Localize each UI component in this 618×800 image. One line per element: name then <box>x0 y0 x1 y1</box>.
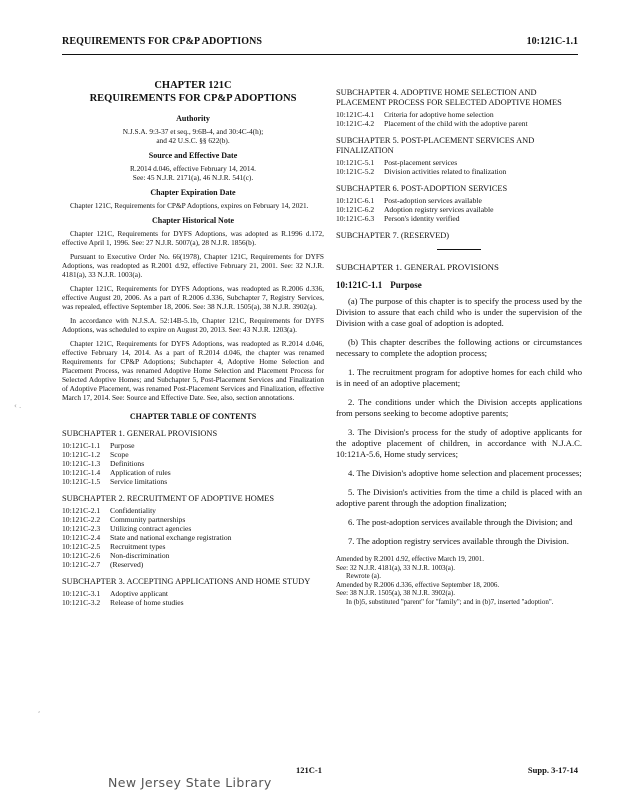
purpose-item: 4. The Division's adoptive home selection and placement processes; <box>348 468 582 478</box>
toc-entry-name: Adoptive applicant <box>110 589 168 598</box>
toc-subchapter-title: SUBCHAPTER 3. ACCEPTING APPLICATIONS AND HOME STUDY <box>62 577 311 586</box>
toc-entry-number: 10:121C-1.1 <box>62 441 101 450</box>
toc-entry <box>62 589 324 598</box>
toc-entry-name: Post-adoption services available <box>384 196 482 205</box>
toc-entry-name: Person's identity verified <box>384 214 460 223</box>
toc-entry <box>336 158 582 167</box>
left-column <box>62 72 324 607</box>
amendment-note: Amended by R.2001 d.92, effective March 19, 2001. <box>336 555 485 563</box>
toc-entry-number: 10:121C-1.4 <box>62 468 101 477</box>
toc-entry-number: 10:121C-5.2 <box>336 167 375 176</box>
toc-entry-number: 10:121C-2.7 <box>62 560 101 569</box>
page-number: 121C-1 <box>296 765 322 775</box>
toc-subchapter-title: SUBCHAPTER 6. POST-ADOPTION SERVICES <box>336 184 508 193</box>
header-section: 10:121C-1.1 <box>526 36 578 47</box>
section-number: 10:121C-1.1 <box>336 280 383 290</box>
toc-entry-number: 10:121C-5.1 <box>336 158 375 167</box>
toc-list <box>336 110 582 128</box>
toc-entry-number: 10:121C-3.1 <box>62 589 101 598</box>
toc-entry-number: 10:121C-1.3 <box>62 459 101 468</box>
header-title: REQUIREMENTS FOR CP&P ADOPTIONS <box>62 36 263 47</box>
toc-subchapter-title: SUBCHAPTER 1. GENERAL PROVISIONS <box>62 429 218 438</box>
toc-entry <box>62 598 324 607</box>
toc-entry <box>336 205 582 214</box>
amendment-note: See: 38 N.J.R. 1505(a), 38 N.J.R. 3902(a). <box>336 589 455 598</box>
toc-entry-number: 10:121C-6.2 <box>336 205 375 214</box>
divider <box>437 249 481 250</box>
chapter-number: CHAPTER 121C <box>154 80 232 91</box>
source-heading: Source and Effective Date <box>148 151 238 160</box>
toc-entry <box>62 468 324 477</box>
toc-entry <box>336 119 582 128</box>
toc-list <box>336 196 582 223</box>
toc-entry-name: Non-discrimination <box>110 551 170 560</box>
purpose-item: 2. The conditions under which the Division accepts applications from persons seeking to become adoptive parents; <box>336 397 582 418</box>
section-name: Purpose <box>390 280 422 290</box>
toc-entry-name: Placement of the child with the adoptive parent <box>384 119 528 128</box>
purpose-item: 5. The Division's activities from the time a child is placed with an adoptive parent through the adoption finalization; <box>336 487 582 508</box>
toc-list <box>62 589 324 607</box>
toc-entry-number: 10:121C-2.4 <box>62 533 101 542</box>
toc-list <box>62 441 324 486</box>
toc-entry <box>62 450 324 459</box>
history-paragraph: Chapter 121C, Requirements for DYFS Adoptions, was readopted as R.2006 d.336, effective August 20, 2006. As a part of R.2006 d.336, Subchapter 7, Registry Services, was repealed, effective September 18, 2006. See: 38 N.J.R. 1505(a), 38 N.J.R. 3902(a). <box>62 284 324 311</box>
authority-text: N.J.S.A. 9:3-37 et seq., 9:6B-4, and 30:4C-4(h); and 42 U.S.C. §§ 622(b). <box>122 127 264 145</box>
toc-entry-number: 10:121C-2.1 <box>62 506 101 515</box>
toc-entry-name: Criteria for adoptive home selection <box>384 110 494 119</box>
table-of-contents-continued <box>336 88 582 241</box>
toc-entry-number: 10:121C-2.6 <box>62 551 101 560</box>
toc-entry <box>336 167 582 176</box>
toc-entry-name: Division activities related to finalization <box>384 167 507 176</box>
toc-entry-name: Definitions <box>110 459 145 468</box>
toc-entry-number: 10:121C-3.2 <box>62 598 101 607</box>
amendment-note: Rewrote (a). <box>346 572 381 581</box>
history-paragraph: Chapter 121C, Requirements for DYFS Adoptions, was adopted as R.1996 d.172, effective April 1, 1996. See: 27 N.J.R. 5007(a), 28 N.J.R. 1856(b). <box>62 229 324 247</box>
toc-entry <box>62 459 324 468</box>
purpose-item: 7. The adoption registry services available through the Division. <box>348 536 569 546</box>
toc-entry-number: 10:121C-1.2 <box>62 450 101 459</box>
chapter-title: REQUIREMENTS FOR CP&P ADOPTIONS <box>89 93 297 104</box>
toc-subchapter-title: SUBCHAPTER 7. (RESERVED) <box>336 231 450 240</box>
toc-heading: CHAPTER TABLE OF CONTENTS <box>129 412 257 421</box>
expiration-text: Chapter 121C, Requirements for CP&P Adoptions, expires on February 14, 2021. <box>70 201 309 210</box>
history-heading: Chapter Historical Note <box>151 216 235 225</box>
toc-entry <box>62 515 324 524</box>
toc-entry-name: Scope <box>110 450 129 459</box>
amendment-note: Amended by R.2006 d.336, effective September 18, 2006. <box>336 580 500 589</box>
toc-entry-number: 10:121C-1.5 <box>62 477 101 486</box>
toc-entry-name: Community partnerships <box>110 515 186 524</box>
toc-entry-name: Confidentiality <box>110 506 156 515</box>
toc-entry-name: Purpose <box>110 441 135 450</box>
purpose-item: 1. The recruitment program for adoptive homes for each child who is in need of an adoptive placement; <box>336 367 582 388</box>
toc-entry <box>62 533 324 542</box>
amendment-note: In (b)5, substituted "parent" for "family"; and in (b)7, inserted "adoption". <box>346 597 554 606</box>
toc-entry <box>62 506 324 515</box>
toc-entry-name: State and national exchange registration <box>110 533 232 542</box>
toc-entry-number: 10:121C-2.5 <box>62 542 101 551</box>
section-heading <box>336 280 582 290</box>
source-text: R.2014 d.046, effective February 14, 2014. See: 45 N.J.R. 2171(a), 46 N.J.R. 541(c). <box>130 164 256 182</box>
amendment-note: See: 32 N.J.R. 4181(a), 33 N.J.R. 1003(a). <box>336 563 455 572</box>
purpose-item: 3. The Division's process for the study of adoptive applicants for the adoptive placement of children, in accordance with N.J.A.C. 10:121A-5.6, Home study services; <box>336 427 582 459</box>
purpose-item: 6. The post-adoption services available through the Division; and <box>348 517 573 527</box>
toc-entry <box>336 110 582 119</box>
running-header <box>62 36 578 50</box>
amendment-notes <box>336 555 582 607</box>
toc-subchapter-title: SUBCHAPTER 4. ADOPTIVE HOME SELECTION AND PLACEMENT PROCESS FOR SELECTED ADOPTIVE HOMES <box>336 88 562 107</box>
toc-entry-number: 10:121C-2.3 <box>62 524 101 533</box>
toc-entry-number: 10:121C-2.2 <box>62 515 101 524</box>
subchapter-heading: SUBCHAPTER 1. GENERAL PROVISIONS <box>336 262 499 272</box>
toc-entry <box>62 524 324 533</box>
history-paragraph: In accordance with N.J.S.A. 52:14B-5.1b, Chapter 121C, Requirements for DYFS Adoptions, was scheduled to expire on August 20, 2013. See: 43 N.J.R. 1203(a). <box>62 316 324 334</box>
toc-entry <box>62 542 324 551</box>
toc-entry <box>62 551 324 560</box>
toc-entry <box>62 477 324 486</box>
toc-entry-name: (Reserved) <box>110 560 144 569</box>
right-column <box>336 80 582 607</box>
toc-entry-number: 10:121C-4.2 <box>336 119 375 128</box>
toc-entry <box>336 214 582 223</box>
header-rule <box>62 54 578 55</box>
toc-entry-name: Utilizing contract agencies <box>110 524 192 533</box>
margin-mark: ‹ . <box>14 402 22 410</box>
purpose-items <box>336 367 582 547</box>
toc-entry-name: Service limitations <box>110 477 168 486</box>
paragraph-a: (a) The purpose of this chapter is to specify the process used by the Division to assure that each child who is under the supervision of the Division with a case goal of adoption is adopted. <box>336 296 582 328</box>
toc-entry-name: Recruitment types <box>110 542 166 551</box>
toc-entry-name: Adoption registry services available <box>384 205 494 214</box>
toc-entry-number: 10:121C-6.3 <box>336 214 375 223</box>
toc-entry <box>62 441 324 450</box>
library-stamp: New Jersey State Library <box>108 775 272 790</box>
toc-entry-number: 10:121C-6.1 <box>336 196 375 205</box>
toc-entry-number: 10:121C-4.1 <box>336 110 375 119</box>
toc-list <box>336 158 582 176</box>
expiration-heading: Chapter Expiration Date <box>150 188 236 197</box>
toc-list <box>62 506 324 569</box>
supplement-date: Supp. 3-17-14 <box>527 765 578 775</box>
table-of-contents <box>62 429 324 607</box>
paragraph-b: (b) This chapter describes the following actions or circumstances necessary to complete the adoption process; <box>336 337 582 358</box>
authority-heading: Authority <box>176 114 210 123</box>
toc-subchapter-title: SUBCHAPTER 2. RECRUITMENT OF ADOPTIVE HOMES <box>62 494 275 503</box>
toc-entry-name: Post-placement services <box>384 158 458 167</box>
margin-mark: , <box>38 706 41 714</box>
toc-entry <box>336 196 582 205</box>
toc-subchapter-title: SUBCHAPTER 5. POST-PLACEMENT SERVICES AND FINALIZATION <box>336 136 535 155</box>
history-paragraph: Pursuant to Executive Order No. 66(1978), Chapter 121C, Requirements for DYFS Adoptions, was readopted as R.2001 d.92, effective February 21, 2001. See: 32 N.J.R. 4181(a), 33 N.J.R. 1003(a). <box>62 252 324 279</box>
toc-entry-name: Release of home studies <box>110 598 184 607</box>
toc-entry-name: Application of rules <box>110 468 171 477</box>
toc-entry <box>62 560 324 569</box>
history-paragraph: Chapter 121C, Requirements for DYFS Adoptions, was readopted as R.2014 d.046, effective February 14, 2014. As a part of R.2014 d.046, the chapter was renamed Requirements for CP&P Adoptions; Subchapter 4, Adoptive Home Selection and Placement Process, was renamed Adoptive Home Selection and Placement Process for Selected Adoptive Homes; and Subchapter 5, Post-Placement Services and Finalization of Adoptive Placement, was renamed Post-Placement Services and Finalization, effective March 17, 2014. See: Source and Effective Date. See, also, section annotations. <box>62 339 324 402</box>
